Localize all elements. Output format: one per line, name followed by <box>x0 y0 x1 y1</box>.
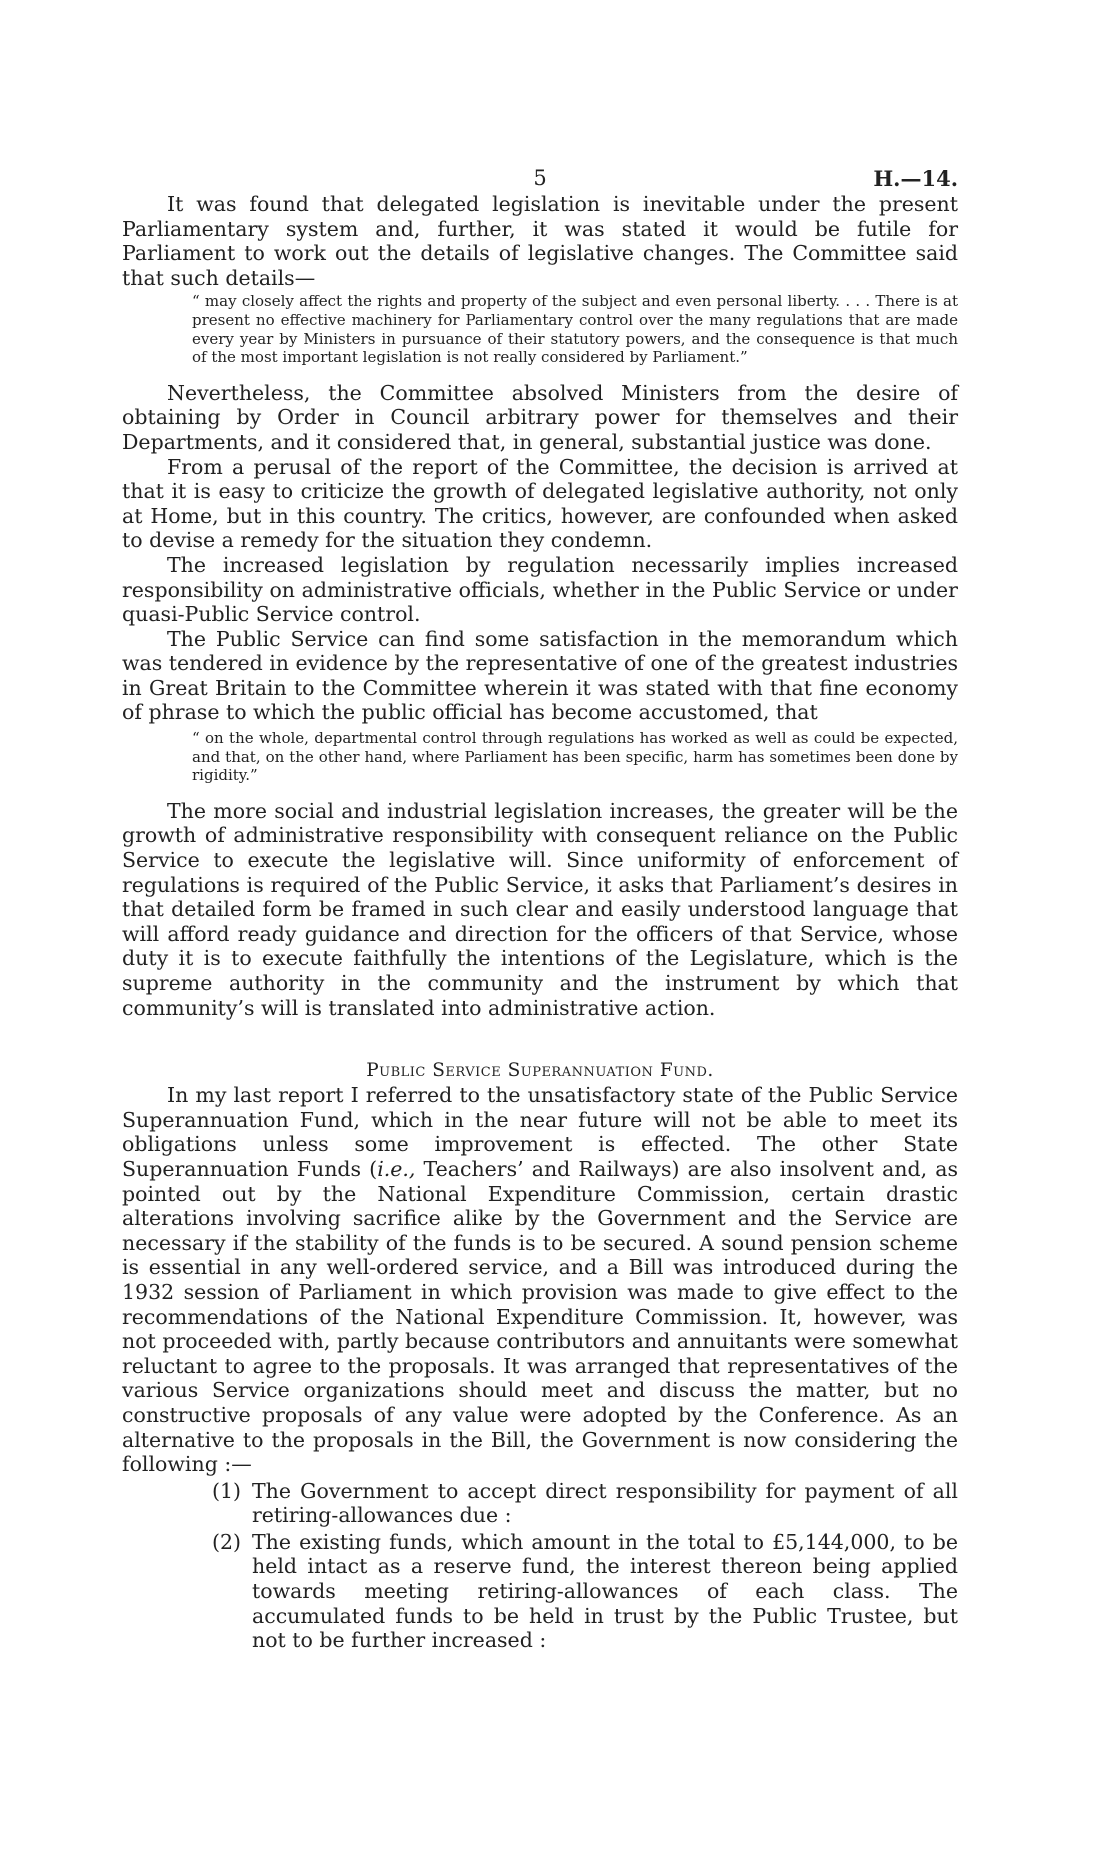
quotation-departmental-control: “ on the whole, departmental control through regulations has worked as well as could be expected, and that, on the other hand, where Parliament has been specific, harm has sometimes been done by rigidity.” <box>192 729 958 785</box>
page-header <box>122 160 958 192</box>
document-reference: H.—14. <box>873 166 958 191</box>
superannuation-text-a: In my last report I referred to the unsatisfactory state of the Public Service Superannuation Fund, which in the near future will not be able to meet its obligations unless some improvement is effected. The other State Superannuation Funds ( <box>122 1083 958 1181</box>
list-item-number: (2) <box>212 1529 242 1554</box>
list-item <box>122 1530 958 1653</box>
paragraph-social-industrial: The more social and industrial legislation increases, the greater will be the growth of administrative responsibility with consequent reliance on the Public Service to execute the legislative will. Since uniformity of enforcement of regulations is required of the Public Service, it asks that Parliament’s desires in that detailed form be framed in such clear and easily understood language that will afford ready guidance and direction for the officers of that Service, whose duty it is to execute faithfully the intentions of the Legislature, which is the supreme authority in the community and the instrument by which that community’s will is translated into administrative action. <box>122 798 958 1020</box>
paragraph-perusal: From a perusal of the report of the Committee, the decision is arrived at that it is easy to criticize the growth of delegated legislative authority, not only at Home, but in this country. The critics, however, are confounded when asked to devise a remedy for the situation they condemn. <box>122 454 958 553</box>
list-item-text: The existing funds, which amount in the total to £5,144,000, to be held intact as a reserve fund, the interest thereon being applied towards meeting retiring-allowances of each class. The accumulated funds to be held in trust by the Public Trustee, but not to be further increased : <box>252 1529 958 1653</box>
quotation-committee: “ may closely affect the rights and property of the subject and even personal liberty. . . . There is at present no effective machinery for Parliamentary control over the many regulations that are made every year by Ministers in pursuance of their statutory powers, and the consequence is that much of the most important legislation is not really considered by Parliament.” <box>192 292 958 367</box>
document-page <box>122 160 958 1653</box>
paragraph-delegated-legislation: It was found that delegated legislation is inevitable under the present Parliamentary system and, further, it was stated it would be futile for Parliament to work out the details of legislative changes. The Committee said that such details— <box>122 192 958 290</box>
superannuation-text-b: Teachers’ and Railways) are also insolvent and, as pointed out by the National Expenditure Commission, certain drastic alterations involving sacrifice alike by the Government and the Service are necessary if the stability of the funds is to be secured. A sound pension scheme is essential in any well-ordered service, and a Bill was introduced during the 1932 session of Parliament in which provision was made to give effect to the recommendations of the National Expenditure Commission. It, however, was not proceeded with, partly because contributors and annuitants were somewhat reluctant to agree to the proposals. It was arranged that representatives of the various Service organizations should meet and discuss the matter, but no constructive proposals of any value were adopted by the Conference. As an alternative to the proposals in the Bill, the Government is now considering the following :— <box>122 1156 958 1477</box>
ie-abbreviation: i.e., <box>377 1156 416 1181</box>
list-item <box>122 1479 958 1528</box>
page-number: 5 <box>533 166 547 190</box>
paragraph-public-service-satisfaction: The Public Service can find some satisfaction in the memorandum which was tendered in evidence by the representative of one of the greatest industries in Great Britain to the Committee wherein it was stated with that fine economy of phrase to which the public official has become accustomed, that <box>122 626 958 725</box>
paragraph-increased-legislation: The increased legislation by regulation necessarily implies increased responsibility on administrative officials, whether in the Public Service or under quasi-Public Service control. <box>122 552 958 627</box>
section-heading: Public Service Superannuation Fund. <box>366 1060 714 1082</box>
paragraph-superannuation <box>122 1083 958 1477</box>
list-item-number: (1) <box>212 1478 242 1503</box>
list-item-text: The Government to accept direct responsibility for payment of all retiring-allowances due : <box>252 1478 958 1528</box>
paragraph-nevertheless: Nevertheless, the Committee absolved Ministers from the desire of obtaining by Order in Council arbitrary power for themselves and their Departments, and it considered that, in general, substantial justice was done. <box>122 380 958 454</box>
